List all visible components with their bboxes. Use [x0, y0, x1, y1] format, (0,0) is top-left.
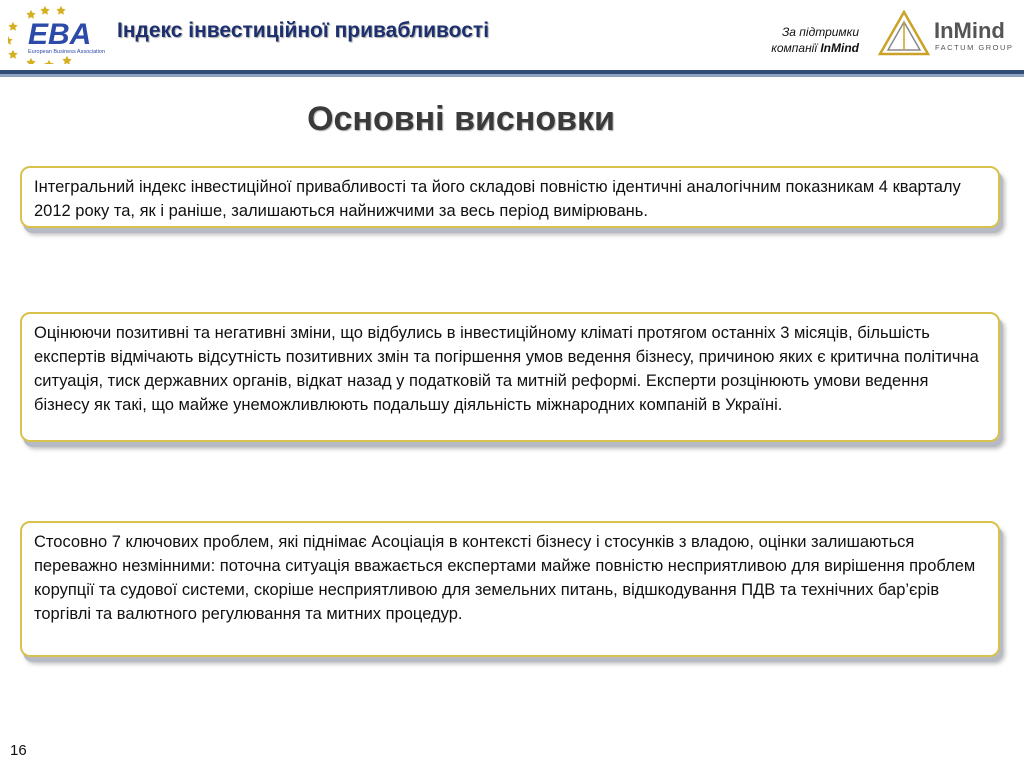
conclusion-card	[20, 521, 1000, 657]
conclusion-card	[20, 312, 1000, 442]
inmind-logo	[876, 10, 1016, 60]
page-title: Основні висновки	[307, 100, 615, 138]
conclusion-text: Інтегральний індекс інвестиційної привабливості та його складові повністю ідентичні аналогічним показникам 4 кварталу 2012 року та, як і раніше, залишаються найнижчими за весь період вимірювань.	[34, 178, 961, 220]
conclusion-text: Стосовно 7 ключових проблем, які піднімає Асоціація в контексті бізнесу і стосунків з владою, оцінки залишаються переважно незмінними: поточна ситуація вважається експертами майже повністю несприятливою для вирішення проблем корупції та судової системи, скоріше несприятливою для земельних питань, відшкодування ПДВ та технічних бар’єрів торгівлі та валютного регулювання та митних процедур.	[34, 533, 976, 623]
svg-text:European Business Association: European Business Association	[28, 49, 106, 55]
svg-text:EBA: EBA	[28, 18, 92, 51]
conclusion-card	[20, 166, 1000, 228]
header	[0, 0, 1024, 72]
header-title: Індекс інвестиційної привабливості	[117, 19, 490, 42]
support-note	[719, 24, 859, 56]
eba-logo	[8, 6, 108, 64]
support-line-2-prefix: компанії	[771, 41, 821, 55]
page-number: 16	[10, 742, 27, 759]
header-divider-shadow	[0, 74, 1024, 77]
svg-text:InMind: InMind	[934, 18, 1005, 43]
svg-text:FACTUM GROUP: FACTUM GROUP	[935, 43, 1014, 52]
inmind-triangle-icon	[880, 12, 928, 54]
conclusion-text: Оцінюючи позитивні та негативні зміни, що відбулись в інвестиційному кліматі протягом останніх 3 місяців, більшість експертів відмічають відсутність позитивних змін та погіршення умов ведення бізнесу, причиною яких є критична політична ситуація, тиск державних органів, відкат назад у податковій та митній реформі. Експерти розцінюють умови ведення бізнесу як такі, що майже унеможливлюють подальшу діяльність міжнародних компаній в Україні.	[34, 324, 979, 414]
support-line-1: За підтримки	[781, 25, 859, 39]
support-brand: InMind	[820, 41, 859, 55]
